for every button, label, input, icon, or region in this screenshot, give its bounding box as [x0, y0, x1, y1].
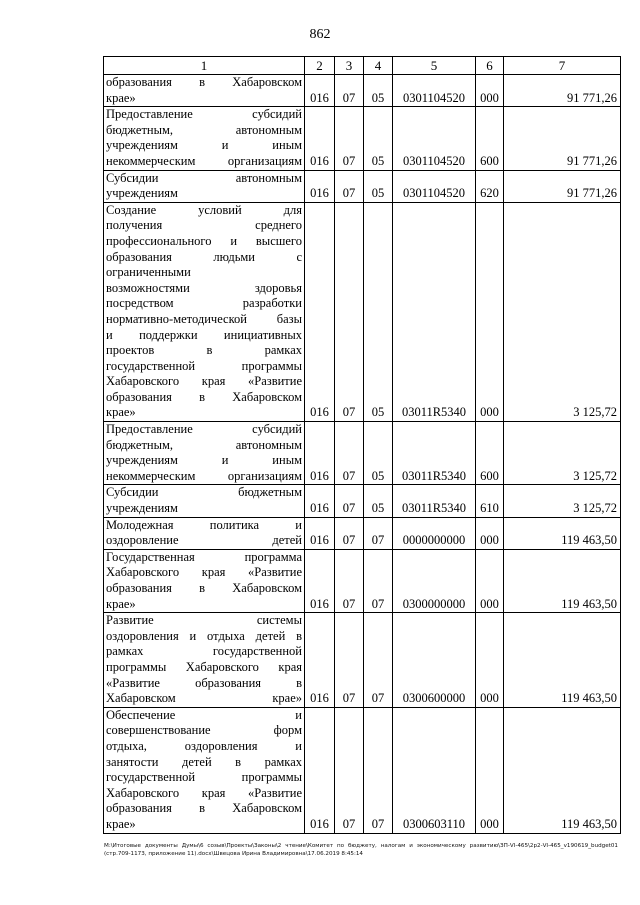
- ministry-code-cell: 016: [305, 549, 335, 612]
- row-name-line: Создание условий для: [106, 202, 302, 217]
- row-name-cell: [104, 485, 305, 517]
- row-name-line: Хабаровского края «Развитие: [106, 374, 302, 389]
- row-name-line: Предоставление субсидий: [106, 422, 302, 437]
- row-name-line: некоммерческим организациям: [106, 153, 302, 168]
- row-name-line: нормативно-методической базы: [106, 311, 302, 326]
- subsection-code-cell: 05: [364, 485, 393, 517]
- row-name-line: некоммерческим организациям: [106, 468, 302, 483]
- amount-cell: 119 463,50: [504, 549, 621, 612]
- amount-cell: 91 771,26: [504, 107, 621, 170]
- ministry-code-cell: 016: [305, 613, 335, 708]
- ministry-code-cell: 016: [305, 170, 335, 202]
- amount-cell: 119 463,50: [504, 517, 621, 549]
- expense-type-cell: 000: [476, 517, 504, 549]
- col-header-5: 5: [393, 57, 476, 75]
- row-name-cell: [104, 549, 305, 612]
- page-number: 862: [309, 27, 331, 42]
- row-name-line: бюджетным, автономным: [106, 122, 302, 137]
- amount-cell: 119 463,50: [504, 707, 621, 833]
- ministry-code-cell: 016: [305, 422, 335, 485]
- subsection-code-cell: 07: [364, 613, 393, 708]
- row-name-line: Хабаровского края «Развитие: [106, 565, 302, 580]
- row-name-line: получения среднего: [106, 218, 302, 233]
- row-name-line: совершенствование форм: [106, 723, 302, 738]
- table-row: [104, 549, 621, 612]
- row-name-line: посредством разработки: [106, 296, 302, 311]
- expense-type-cell: 000: [476, 613, 504, 708]
- subsection-code-cell: 05: [364, 422, 393, 485]
- table-row: [104, 707, 621, 833]
- section-code-cell: 07: [335, 422, 364, 485]
- row-name-line: Государственная программа: [106, 549, 302, 564]
- col-header-4: 4: [364, 57, 393, 75]
- expense-type-cell: 620: [476, 170, 504, 202]
- row-name-line: проектов в рамках: [106, 343, 302, 358]
- row-name-line: «Развитие образования в: [106, 675, 302, 690]
- row-name-line: учреждениям: [106, 186, 178, 201]
- row-name-cell: [104, 517, 305, 549]
- row-name-line: бюджетным, автономным: [106, 437, 302, 452]
- col-header-1: 1: [104, 57, 305, 75]
- amount-cell: 3 125,72: [504, 202, 621, 421]
- table-row: [104, 485, 621, 517]
- amount-cell: 91 771,26: [504, 75, 621, 107]
- col-header-7: 7: [504, 57, 621, 75]
- row-name-line: оздоровления и отдыха детей в: [106, 628, 302, 643]
- row-name-line: учреждениям: [106, 501, 178, 516]
- subsection-code-cell: 05: [364, 107, 393, 170]
- expense-type-cell: 600: [476, 107, 504, 170]
- section-code-cell: 07: [335, 170, 364, 202]
- expense-type-cell: 000: [476, 75, 504, 107]
- subsection-code-cell: 07: [364, 517, 393, 549]
- table-body: [104, 75, 621, 834]
- row-name-cell: [104, 202, 305, 421]
- ministry-code-cell: 016: [305, 202, 335, 421]
- subsection-code-cell: 07: [364, 707, 393, 833]
- footer-file-path-note: М:\Итоговые документы Думы\6 созыв\Проекты\Законы\2 чтение\Комитет по бюджету, налогам и экономическому развитию\ЗП-VI-465\2р2-VI-465_v190619_budget01 (стр.709-1173, приложение 11).docx\Швецова Ирина Владимировна\17.06.2019 8:45:14: [104, 843, 618, 857]
- row-name-line: образования людьми с: [106, 249, 302, 264]
- subsection-code-cell: 05: [364, 202, 393, 421]
- row-name-cell: [104, 707, 305, 833]
- subsection-code-cell: 05: [364, 170, 393, 202]
- row-name-line: и поддержки инициативных: [106, 327, 302, 342]
- expense-type-cell: 600: [476, 422, 504, 485]
- table-row: [104, 422, 621, 485]
- header-row: [104, 57, 621, 75]
- row-name-line: образования в Хабаровском: [106, 801, 302, 816]
- amount-cell: 91 771,26: [504, 170, 621, 202]
- col-header-6: 6: [476, 57, 504, 75]
- table-row: [104, 170, 621, 202]
- target-article-cell: 0300603110: [393, 707, 476, 833]
- row-name-line: Хабаровского края «Развитие: [106, 785, 302, 800]
- section-code-cell: 07: [335, 517, 364, 549]
- section-code-cell: 07: [335, 485, 364, 517]
- amount-cell: 119 463,50: [504, 613, 621, 708]
- expense-type-cell: 000: [476, 549, 504, 612]
- table-row: [104, 613, 621, 708]
- ministry-code-cell: 016: [305, 707, 335, 833]
- row-name-cell: [104, 422, 305, 485]
- row-name-line: Субсидии автономным: [106, 170, 302, 185]
- target-article-cell: 0300600000: [393, 613, 476, 708]
- target-article-cell: 0301104520: [393, 107, 476, 170]
- row-name-line: крае»: [106, 816, 136, 831]
- row-name-line: Предоставление субсидий: [106, 107, 302, 122]
- section-code-cell: 07: [335, 707, 364, 833]
- row-name-line: крае»: [106, 405, 136, 420]
- row-name-line: крае»: [106, 596, 136, 611]
- row-name-line: рамках государственной: [106, 644, 302, 659]
- row-name-line: образования в Хабаровском: [106, 581, 302, 595]
- expense-type-cell: 000: [476, 202, 504, 421]
- target-article-cell: 0301104520: [393, 75, 476, 107]
- target-article-cell: 0300000000: [393, 549, 476, 612]
- ministry-code-cell: 016: [305, 107, 335, 170]
- row-name-line: ограниченными: [106, 265, 191, 280]
- table-row: [104, 75, 621, 107]
- table-row: [104, 517, 621, 549]
- target-article-cell: 0000000000: [393, 517, 476, 549]
- row-name-cell: [104, 613, 305, 708]
- row-name-line: образования в Хабаровском: [106, 75, 302, 89]
- row-name-line: профессионального и высшего: [106, 233, 302, 248]
- row-name-line: образования в Хабаровском: [106, 389, 302, 404]
- ministry-code-cell: 016: [305, 485, 335, 517]
- row-name-cell: [104, 107, 305, 170]
- section-code-cell: 07: [335, 202, 364, 421]
- row-name-line: государственной программы: [106, 358, 302, 373]
- row-name-line: отдыха, оздоровления и: [106, 738, 302, 753]
- target-article-cell: 03011R5340: [393, 422, 476, 485]
- row-name-cell: [104, 75, 305, 107]
- target-article-cell: 0301104520: [393, 170, 476, 202]
- row-name-line: Субсидии бюджетным: [106, 485, 302, 500]
- target-article-cell: 03011R5340: [393, 202, 476, 421]
- row-name-line: Развитие системы: [106, 613, 302, 628]
- ministry-code-cell: 016: [305, 75, 335, 107]
- row-name-line: Обеспечение и: [106, 707, 302, 722]
- subsection-code-cell: 05: [364, 75, 393, 107]
- row-name-line: Молодежная политика и: [106, 517, 302, 532]
- section-code-cell: 07: [335, 107, 364, 170]
- table-row: [104, 202, 621, 421]
- row-name-cell: [104, 170, 305, 202]
- row-name-line: оздоровление детей: [106, 533, 302, 548]
- row-name-line: возможностями здоровья: [106, 280, 302, 295]
- section-code-cell: 07: [335, 549, 364, 612]
- ministry-code-cell: 016: [305, 517, 335, 549]
- row-name-line: Хабаровском крае»: [106, 691, 302, 706]
- section-code-cell: 07: [335, 613, 364, 708]
- budget-table: [103, 56, 621, 834]
- row-name-line: государственной программы: [106, 770, 302, 785]
- row-name-line: занятости детей в рамках: [106, 754, 302, 769]
- col-header-2: 2: [305, 57, 335, 75]
- expense-type-cell: 610: [476, 485, 504, 517]
- amount-cell: 3 125,72: [504, 485, 621, 517]
- expense-type-cell: 000: [476, 707, 504, 833]
- table-row: [104, 107, 621, 170]
- row-name-line: учреждениям и иным: [106, 138, 302, 153]
- subsection-code-cell: 07: [364, 549, 393, 612]
- row-name-line: учреждениям и иным: [106, 453, 302, 468]
- target-article-cell: 03011R5340: [393, 485, 476, 517]
- col-header-3: 3: [335, 57, 364, 75]
- row-name-line: крае»: [106, 90, 136, 105]
- amount-cell: 3 125,72: [504, 422, 621, 485]
- row-name-line: программы Хабаровского края: [106, 659, 302, 674]
- section-code-cell: 07: [335, 75, 364, 107]
